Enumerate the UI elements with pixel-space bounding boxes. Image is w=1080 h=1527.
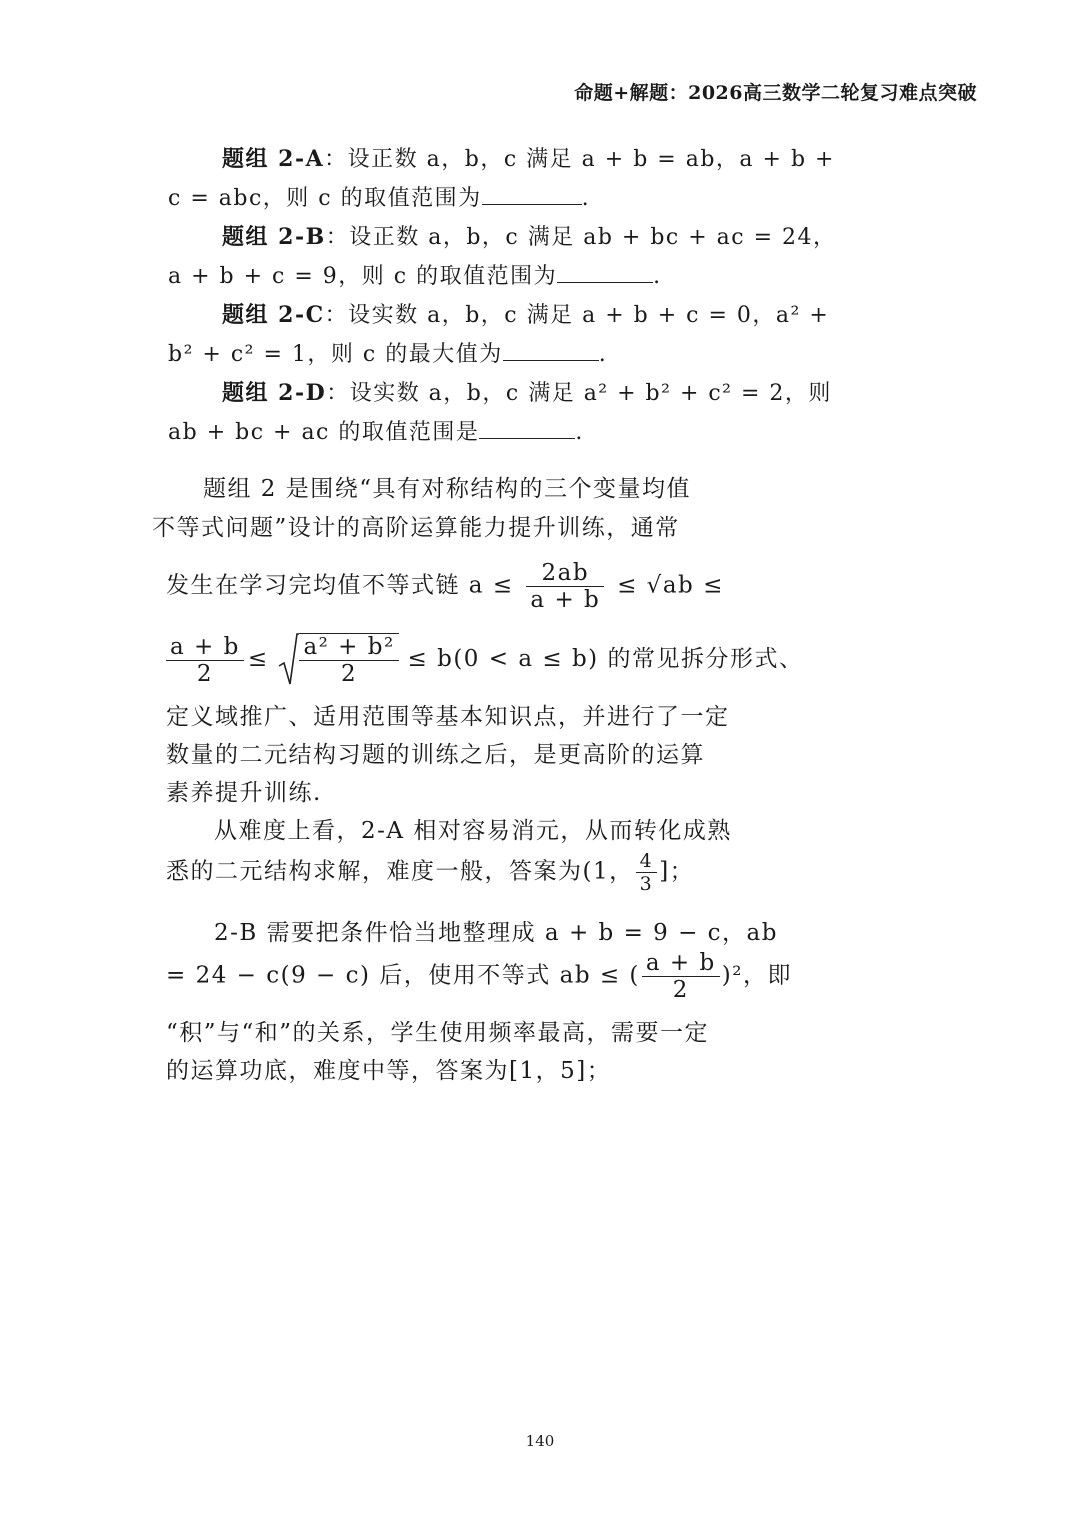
answer-blank [479, 420, 575, 439]
answer-blank [482, 186, 582, 205]
fraction-under-sqrt [299, 633, 398, 687]
fraction-numerator: a + b [166, 634, 244, 661]
problem-2d-line1 [222, 376, 832, 407]
para1-line6: 数量的二元结构习题的训练之后，是更高阶的运算 [166, 742, 705, 768]
problem-2d-text: ：设实数 a，b，c 满足 a² + b² + c² = 2，则 [326, 381, 832, 406]
para1-line3-pre: 发生在学习完均值不等式链 a ≤ [166, 572, 514, 599]
para1-line5: 定义域推广、适用范围等基本知识点，并进行了一定 [166, 704, 730, 730]
para2-line2-pre: 悉的二元结构求解，难度一般，答案为(1， [166, 858, 634, 885]
fraction-a-plus-b-over-2 [166, 634, 244, 687]
fraction-denominator: a + b [530, 587, 601, 613]
problem-2a-line2: c = abc，则 c 的取值范围为 . [168, 186, 591, 211]
fraction-numerator: a + b [642, 950, 720, 977]
para3-line4: 的运算功底，难度中等，答案为[1，5]； [166, 1058, 612, 1084]
fraction-4-over-3 [636, 850, 658, 895]
para2-line1: 从难度上看，2-A 相对容易消元，从而转化成熟 [214, 818, 732, 844]
para1-line4-post: ≤ b(0 < a ≤ b) 的常见拆分形式、 [407, 646, 804, 672]
problem-2c-line1 [222, 298, 829, 329]
problem-2c-label: 题组 2-C [222, 302, 325, 328]
fraction-denominator: 2 [672, 977, 689, 1003]
fraction-numerator: 2ab [526, 560, 604, 587]
page-header: 命题+解题：2026高三数学二轮复习难点突破 [574, 82, 977, 104]
problem-2a-text: ：设正数 a，b，c 满足 a + b = ab，a + b + [324, 147, 835, 172]
para1-line1: 题组 2 是围绕“具有对称结构的三个变量均值 [203, 476, 692, 502]
fraction-denominator: 2 [341, 661, 358, 687]
problem-2d-line2: ab + bc + ac 的取值范围是 . [168, 420, 584, 445]
fraction-a-plus-b-over-2 [642, 950, 720, 1003]
problem-2d-label: 题组 2-D [222, 380, 327, 406]
para3-line2-pre: = 24 − c(9 − c) 后，使用不等式 ab ≤ ( [166, 962, 640, 989]
problem-2b-line1 [222, 220, 837, 251]
problem-2b-label: 题组 2-B [222, 224, 326, 250]
problem-2a-line1 [222, 142, 835, 173]
page-number: 140 [525, 1432, 555, 1450]
para1-line2: 不等式问题”设计的高阶运算能力提升训练，通常 [152, 515, 680, 541]
problem-2a-label: 题组 2-A [222, 146, 325, 172]
para2-line2 [166, 850, 694, 895]
problem-2c-line2: b² + c² = 1，则 c 的最大值为 . [168, 342, 608, 367]
problem-2a-text2: c = abc，则 c 的取值范围为 [168, 186, 482, 211]
fraction-numerator: a² + b² [299, 634, 398, 661]
fraction-2ab-over-a-plus-b [526, 560, 604, 613]
para2-line2-post: ]； [659, 858, 695, 885]
para1-line4: $\frac{a + b}{2}$ ≤ $\frac{\text{a² + b²}}{2}$ ≤ b(0 < a ≤ b) 的常见拆分形式、 [166, 632, 803, 688]
answer-blank [503, 342, 599, 361]
para3-line2-post: )²，即 [721, 962, 792, 989]
para1-line3 [166, 560, 724, 613]
problem-2b-text: ：设正数 a，b，c 满足 ab + bc + ac = 24， [325, 225, 837, 250]
problem-2c-text: ：设实数 a，b，c 满足 a + b + c = 0，a² + [324, 303, 830, 328]
fraction-denominator: 3 [639, 873, 654, 895]
problem-2d-text2: ab + bc + ac 的取值范围是 [168, 420, 480, 445]
para1-line3-mid: ≤ √ab ≤ [617, 572, 724, 599]
problem-2b-line2: a + b + c = 9，则 c 的取值范围为 . [168, 264, 662, 289]
para1-line7: 素养提升训练. [166, 780, 322, 806]
para3-line3: “积”与“和”的关系，学生使用频率最高，需要一定 [166, 1020, 710, 1046]
answer-blank [557, 264, 653, 283]
radical-sign-icon [277, 632, 299, 688]
para3-line1: 2-B 需要把条件恰当地整理成 a + b = 9 − c，ab [214, 920, 778, 946]
sqrt-expression [277, 632, 398, 688]
para3-line2 [166, 950, 792, 1003]
fraction-denominator: 2 [196, 660, 213, 687]
fraction-numerator: 4 [636, 850, 658, 873]
problem-2c-text2: b² + c² = 1，则 c 的最大值为 [168, 342, 503, 367]
problem-2b-text2: a + b + c = 9，则 c 的取值范围为 [168, 264, 558, 289]
